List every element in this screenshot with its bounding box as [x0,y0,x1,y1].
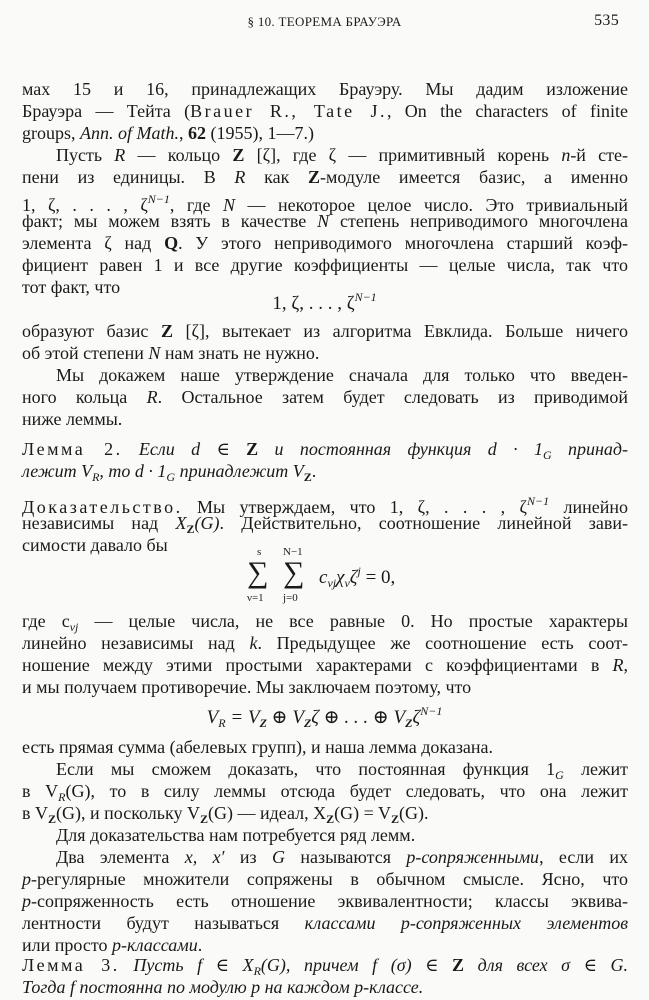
text-line: Тогда f постоянна по модулю p на каждом p-классе. [22,977,424,997]
text-line: p-сопряженность есть отношение эквивалентности; классы эквива- [22,891,628,911]
text-line: Для доказательства нам потребуется ряд лемм. [56,825,416,845]
text-line: в $V_Z(G)$, и поскольку $V_Z(G)$ — идеал, $X_Z(G) = V_Z(G)$. [22,803,429,826]
formula-sum: s ∑ ν=1 N−1 ∑ j=0 $c_{\nu j}\chi_\nu\zeta^j = 0$, [247,546,396,604]
text-line: элемента ζ над Q. У этого неприводимого многочлена старший коэф- [22,233,628,253]
text-line: Мы докажем наше утверждение сначала для только что введен- [56,365,628,385]
text-line: Брауэра — Тейта (Brauer R., Tate J., On the characters of finite [22,101,628,121]
text-line: факт; мы можем взять в качестве N степень неприводимого многочлена [22,211,629,231]
text-line: образуют базис Z [ζ], вытекает из алгоритма Евклида. Больше ничего [22,321,628,341]
text-line: мах 15 и 16, принадлежащих Брауэру. Мы дадим изложение [22,79,628,99]
text-line: 1, ζ, . . . , $\zeta^{N-1}$, где N — некоторое целое число. Это тривиальный [22,192,629,215]
text-line: или просто p-классами. [22,935,203,955]
text-line: p-регулярные множители сопряжены в обычном смысле. Ясно, что [22,869,628,889]
text-line: и мы получаем противоречие. Мы заключаем поэтому, что [22,677,472,697]
text-line: тот факт, что [22,277,121,297]
text-line: в $V_R(G)$, то в силу леммы отсюда будет следовать, что она лежит [22,781,629,804]
text-line: groups, Ann. of Math., 62 (1955), 1—7.) [22,123,314,143]
text-line: пени из единицы. В R как Z-модуле имеется базис, а именно [22,167,628,187]
formula-direct-sum: $V_R = V_Z$ ⊕ $V_Z\zeta$ ⊕ . . . ⊕ $V_Z\zeta^{N-1}$ [206,704,443,730]
text-line: ного кольца R. Остальное затем будет следовать из приводимой [22,387,628,407]
formula-basis: 1, ζ, . . . , $\zeta^{N-1}$ [272,290,377,314]
text-line: линейно независимы над k. Предыдущее же соотношение есть соот- [22,633,628,653]
text-line: симости давало бы [22,535,168,555]
text-line: лентности будут называться классами p-сопряженных элементов [22,913,629,933]
text-line: независимы над $X_Z(G)$. Действительно, соотношение линейной зави- [22,513,628,536]
text-line: где $c_{\nu j}$ — целые числа, не все равные 0. Но простые характеры [22,611,629,634]
text-line: лежит $V_R$, то $d \cdot 1_G$ принадлежит $V_Z$. [22,461,317,484]
text-line: есть прямая сумма (абелевых групп), и наша лемма доказана. [22,737,494,757]
running-header [0,14,649,36]
text-line: Два элемента x, x′ из G называются p-сопряженными, если их [56,847,628,867]
text-line: фициент равен 1 и все другие коэффициенты — целые числа, так что [22,255,628,275]
text-line: ношение между этими простыми характерами с коэффициентами в R, [22,655,628,675]
text-line: Пусть R — кольцо Z [ζ], где ζ — примитивный корень n-й сте- [56,145,629,165]
proof-start: Доказательство. Мы утверждаем, что 1, ζ, . . . , $\zeta^{N-1}$ линейно [22,494,628,517]
page-number: 535 [594,12,619,29]
text-line: ниже леммы. [22,409,123,429]
text-line: Если мы сможем доказать, что постоянная функция $1_G$ лежит [56,759,628,782]
lemma-2-statement: Лемма 2. Если d ∈ Z и постоянная функция $d \cdot 1_G$ принад- [22,439,628,462]
section-title: § 10. ТЕОРЕМА БРАУЭРА [247,14,402,29]
lemma-3-statement: Лемма 3. Пусть f ∈ $X_R(G)$, причем f (σ) ∈ Z для всех σ ∈ G. [22,955,628,978]
text-line: об этой степени N нам знать не нужно. [22,343,320,363]
